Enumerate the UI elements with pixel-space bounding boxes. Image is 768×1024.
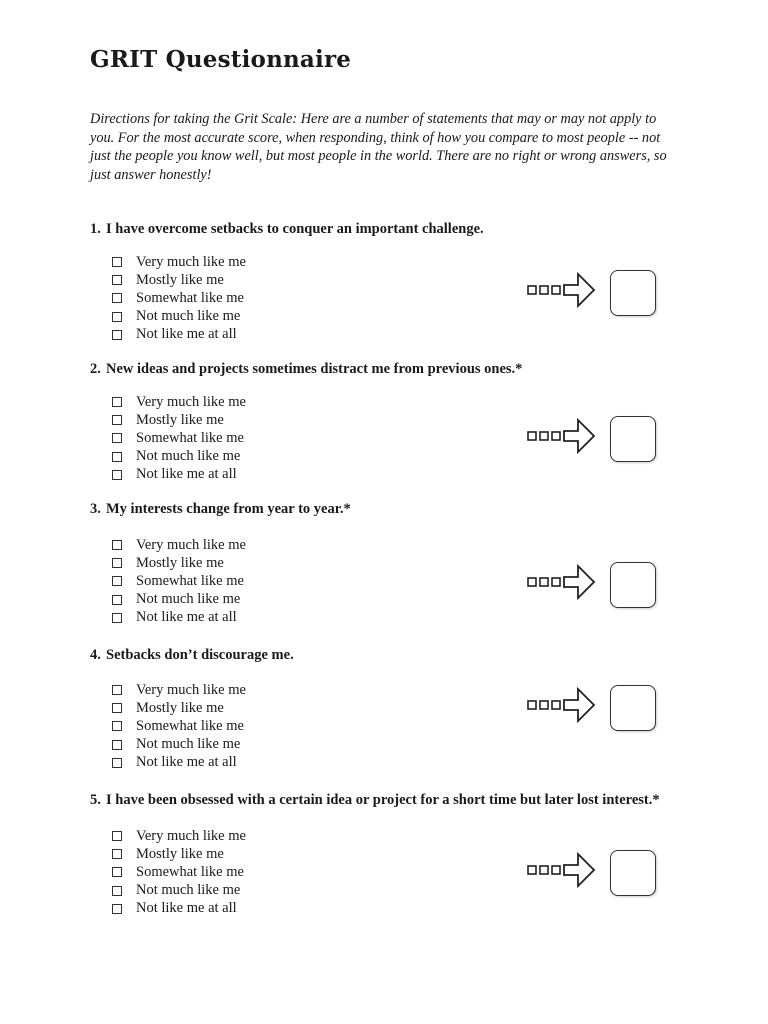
checkbox-icon[interactable]	[112, 312, 122, 322]
answer-box[interactable]	[610, 562, 656, 608]
option-very-much[interactable]	[112, 393, 246, 411]
option-label: Not much like me	[136, 882, 241, 899]
option-mostly[interactable]	[112, 411, 246, 429]
question-text	[90, 360, 710, 378]
option-label: Very much like me	[136, 681, 246, 698]
option-list	[112, 681, 246, 772]
checkbox-icon[interactable]	[112, 758, 122, 768]
option-not-at-all[interactable]	[112, 326, 246, 344]
question-number: 2.	[90, 361, 101, 377]
checkbox-icon[interactable]	[112, 257, 122, 267]
question-text	[90, 220, 710, 238]
option-list	[112, 827, 246, 918]
question-1	[90, 220, 690, 343]
question-text	[90, 791, 710, 809]
option-label: Not much like me	[136, 591, 241, 608]
checkbox-icon[interactable]	[112, 703, 122, 713]
question-text	[90, 646, 710, 664]
option-label: Very much like me	[136, 536, 246, 553]
option-mostly[interactable]	[112, 699, 246, 717]
option-label: Mostly like me	[136, 554, 224, 571]
option-not-much[interactable]	[112, 882, 246, 900]
option-not-at-all[interactable]	[112, 609, 246, 627]
option-label: Not like me at all	[136, 754, 237, 771]
question-label: I have overcome setbacks to conquer an important challenge.	[106, 221, 484, 237]
option-list	[112, 536, 246, 627]
checkbox-icon[interactable]	[112, 849, 122, 859]
option-label: Not like me at all	[136, 609, 237, 626]
option-label: Mostly like me	[136, 699, 224, 716]
question-number: 3.	[90, 501, 101, 517]
option-somewhat[interactable]	[112, 572, 246, 590]
option-label: Not like me at all	[136, 466, 237, 483]
checkbox-icon[interactable]	[112, 330, 122, 340]
checkbox-icon[interactable]	[112, 275, 122, 285]
option-label: Somewhat like me	[136, 717, 244, 734]
option-label: Somewhat like me	[136, 289, 244, 306]
checkbox-icon[interactable]	[112, 470, 122, 480]
option-very-much[interactable]	[112, 681, 246, 699]
answer-box[interactable]	[610, 850, 656, 896]
option-label: Mostly like me	[136, 411, 224, 428]
option-not-much[interactable]	[112, 591, 246, 609]
option-mostly[interactable]	[112, 554, 246, 572]
option-label: Not like me at all	[136, 326, 237, 343]
checkbox-icon[interactable]	[112, 433, 122, 443]
option-not-much[interactable]	[112, 736, 246, 754]
option-not-at-all[interactable]	[112, 466, 246, 484]
checkbox-icon[interactable]	[112, 867, 122, 877]
option-somewhat[interactable]	[112, 717, 246, 735]
question-4	[90, 646, 690, 771]
option-not-much[interactable]	[112, 448, 246, 466]
question-5	[90, 791, 690, 917]
option-label: Very much like me	[136, 393, 246, 410]
option-somewhat[interactable]	[112, 289, 246, 307]
checkbox-icon[interactable]	[112, 904, 122, 914]
option-label: Somewhat like me	[136, 429, 244, 446]
option-label: Very much like me	[136, 827, 246, 844]
option-label: Mostly like me	[136, 845, 224, 862]
question-label: I have been obsessed with a certain idea or project for a short time but later lost interest.*	[106, 792, 660, 808]
option-mostly[interactable]	[112, 845, 246, 863]
checkbox-icon[interactable]	[112, 886, 122, 896]
option-somewhat[interactable]	[112, 429, 246, 447]
option-label: Very much like me	[136, 253, 246, 270]
question-number: 5.	[90, 792, 101, 808]
question-text	[90, 500, 710, 518]
checkbox-icon[interactable]	[112, 613, 122, 623]
checkbox-icon[interactable]	[112, 293, 122, 303]
directions-text: Directions for taking the Grit Scale: Here are a number of statements that may or may not apply to you. For the most accurate score, when responding, think of how you compare to most people -- not just the people you know well, but most people in the world. There are no right or wrong answers, so just answer honestly!	[90, 111, 667, 183]
checkbox-icon[interactable]	[112, 558, 122, 568]
checkbox-icon[interactable]	[112, 397, 122, 407]
checkbox-icon[interactable]	[112, 576, 122, 586]
arrow-right-icon	[527, 852, 597, 888]
arrow-right-icon	[527, 418, 597, 454]
question-3	[90, 500, 690, 626]
answer-box[interactable]	[610, 416, 656, 462]
checkbox-icon[interactable]	[112, 452, 122, 462]
question-number: 4.	[90, 647, 101, 663]
question-label: My interests change from year to year.*	[106, 501, 351, 517]
option-label: Not much like me	[136, 448, 241, 465]
option-list	[112, 393, 246, 484]
option-very-much[interactable]	[112, 827, 246, 845]
option-label: Somewhat like me	[136, 863, 244, 880]
option-list	[112, 253, 246, 344]
option-label: Mostly like me	[136, 271, 224, 288]
checkbox-icon[interactable]	[112, 540, 122, 550]
option-not-at-all[interactable]	[112, 900, 246, 918]
option-label: Not like me at all	[136, 900, 237, 917]
question-number: 1.	[90, 221, 101, 237]
checkbox-icon[interactable]	[112, 831, 122, 841]
arrow-right-icon	[527, 687, 597, 723]
checkbox-icon[interactable]	[112, 685, 122, 695]
question-2	[90, 360, 690, 483]
answer-box[interactable]	[610, 685, 656, 731]
checkbox-icon[interactable]	[112, 740, 122, 750]
option-not-at-all[interactable]	[112, 754, 246, 772]
page-title: GRIT Questionnaire	[90, 46, 352, 73]
question-label: New ideas and projects sometimes distract me from previous ones.*	[106, 361, 523, 377]
arrow-right-icon	[527, 272, 597, 308]
checkbox-icon[interactable]	[112, 415, 122, 425]
arrow-right-icon	[527, 564, 597, 600]
option-not-much[interactable]	[112, 308, 246, 326]
answer-box[interactable]	[610, 270, 656, 316]
checkbox-icon[interactable]	[112, 595, 122, 605]
option-label: Not much like me	[136, 308, 241, 325]
option-very-much[interactable]	[112, 536, 246, 554]
option-label: Not much like me	[136, 736, 241, 753]
option-mostly[interactable]	[112, 271, 246, 289]
checkbox-icon[interactable]	[112, 721, 122, 731]
option-label: Somewhat like me	[136, 572, 244, 589]
question-label: Setbacks don’t discourage me.	[106, 647, 294, 663]
option-very-much[interactable]	[112, 253, 246, 271]
option-somewhat[interactable]	[112, 863, 246, 881]
